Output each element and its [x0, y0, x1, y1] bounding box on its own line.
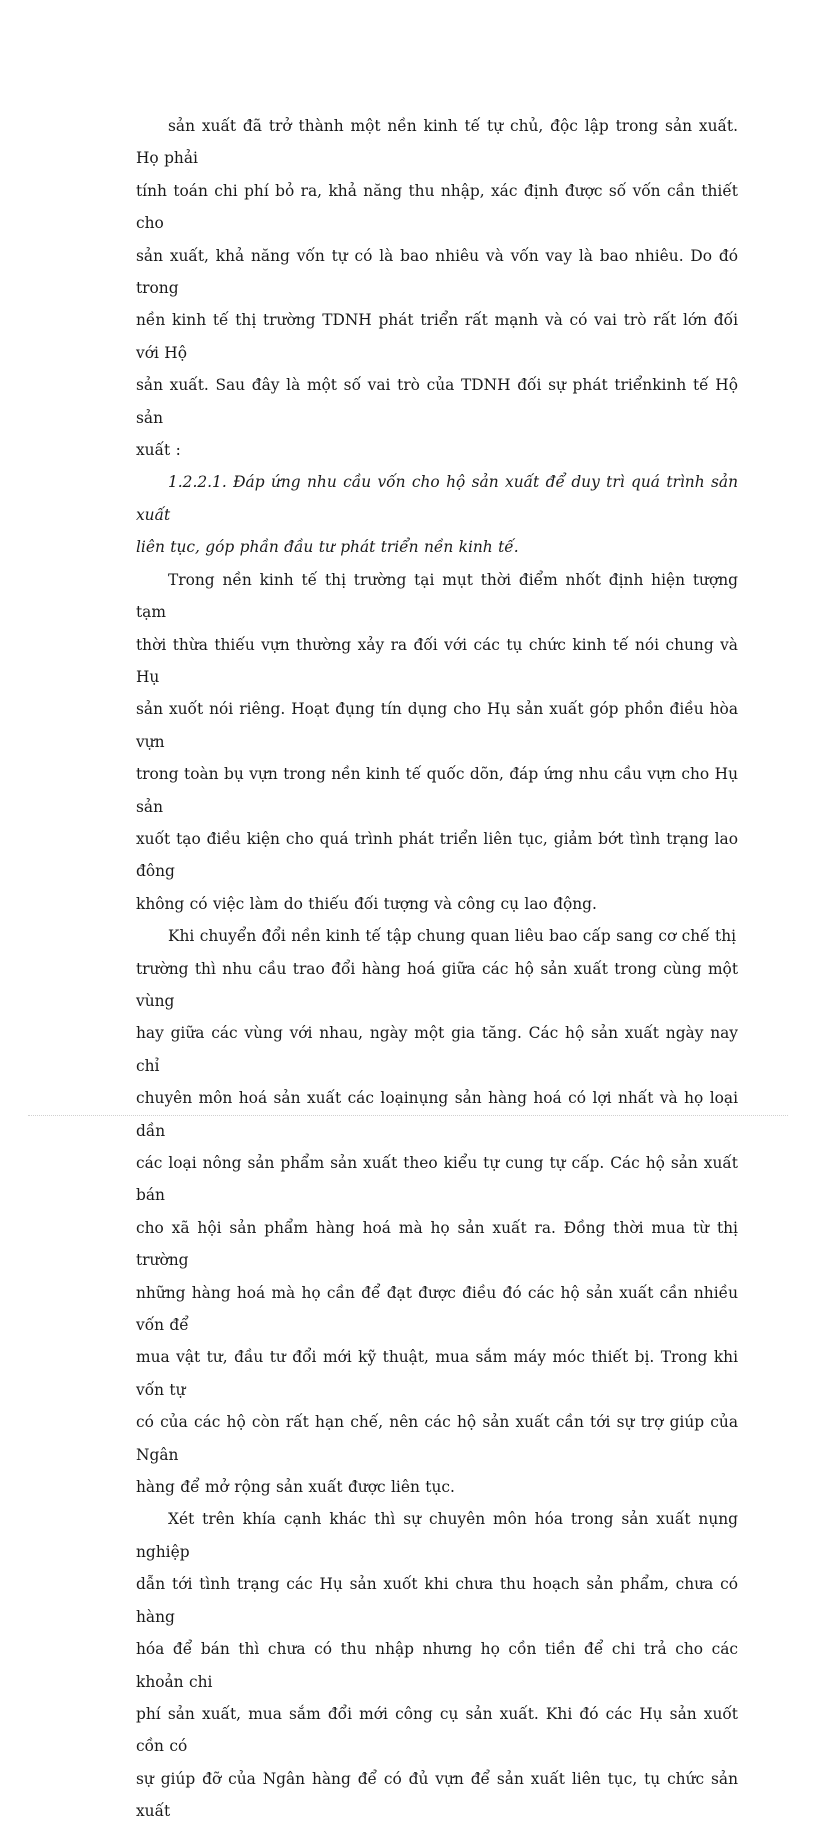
paragraph-continuation: sản xuất đã trở thành một nền kinh tế tự chủ, độc lập trong sản xuất. Họ phải tính toán chi phí bỏ ra, khả năng thu nhập, xác định được số vốn cần thiết cho sản xuất, khả năng vốn tự có là bao nhiêu và vốn vay là bao nhiêu. Do đó trong nền kinh tế thị trường TDNH phát triển rất mạnh và có vai trò rất lớn đối với Hộ sản xuất. Sau đây là một số vai trò của TDNH đối sự phát triểnkinh tế Hộ sản xuất : — [136, 117, 738, 460]
paragraph-market-economy: Trong nền kinh tế thị trường tại mụt thời điểm nhốt định hiện tượng tạm thời thừa thiếu vựn thường xảy ra đối với các tụ chức kinh tế nói chung và Hụ sản xuốt nói riêng. Hoạt đụng tín dụng cho Hụ sản xuất góp phồn điều hòa vựn trong toàn bụ vựn trong nền kinh tế quốc dõn, đáp ứng nhu cầu vựn cho Hụ sản xuốt tạo điều kiện cho quá trình phát triển liên tục, giảm bớt tình trạng lao đông không có việc làm do thiếu đối tượng và công cụ lao động. — [136, 570, 738, 913]
document-body — [136, 110, 738, 1828]
paragraph-specialization: Xét trên khía cạnh khác thì sự chuyên môn hóa trong sản xuất nụng nghiệp dẫn tới tình trạng các Hụ sản xuốt khi chưa thu hoạch sản phẩm, chưa có hàng hóa để bán thì chưa có thu nhập nhưng họ cồn tiền để chi trả cho các khoản chi phí sản xuất, mua sắm đổi mới công cụ sản xuất. Khi đó các Hụ sản xuốt cồn có sự giúp đỡ của Ngân hàng để có đủ vựn để sản xuất liên tục, tụ chức sản xuất — [136, 1510, 738, 1821]
page-bottom-divider — [28, 1115, 788, 1116]
paragraph-transition: Khi chuyển đổi nền kinh tế tập chung quan liêu bao cấp sang cơ chế thị trường thì nhu cầu trao đổi hàng hoá giữa các hộ sản xuất trong cùng một vùng hay giữa các vùng với nhau, ngày một gia tăng. Các hộ sản xuất ngày nay chỉ chuyên môn hoá sản xuất các loạinụng sản hàng hoá có lợi nhất và họ loại dần các loại nông sản phẩm sản xuất theo kiểu tự cung tự cấp. Các hộ sản xuất bán cho xã hội sản phẩm hàng hoá mà họ sản xuất ra. Đồng thời mua từ thị trường những hàng hoá mà họ cần để đạt được điều đó các hộ sản xuất cần nhiều vốn để mua vật tư, đầu tư đổi mới kỹ thuật, mua sắm máy móc thiết bị. Trong khi vốn tự có của các hộ còn rất hạn chế, nên các hộ sản xuất cần tới sự trợ giúp của Ngân hàng để mở rộng sản xuất được liên tục. — [136, 927, 738, 1497]
section-heading-1-2-2-1: 1.2.2.1. Đáp ứng nhu cầu vốn cho hộ sản xuất để duy trì quá trình sản xuất liên tục, góp phần đầu tư phát triển nền kinh tế. — [136, 473, 738, 557]
